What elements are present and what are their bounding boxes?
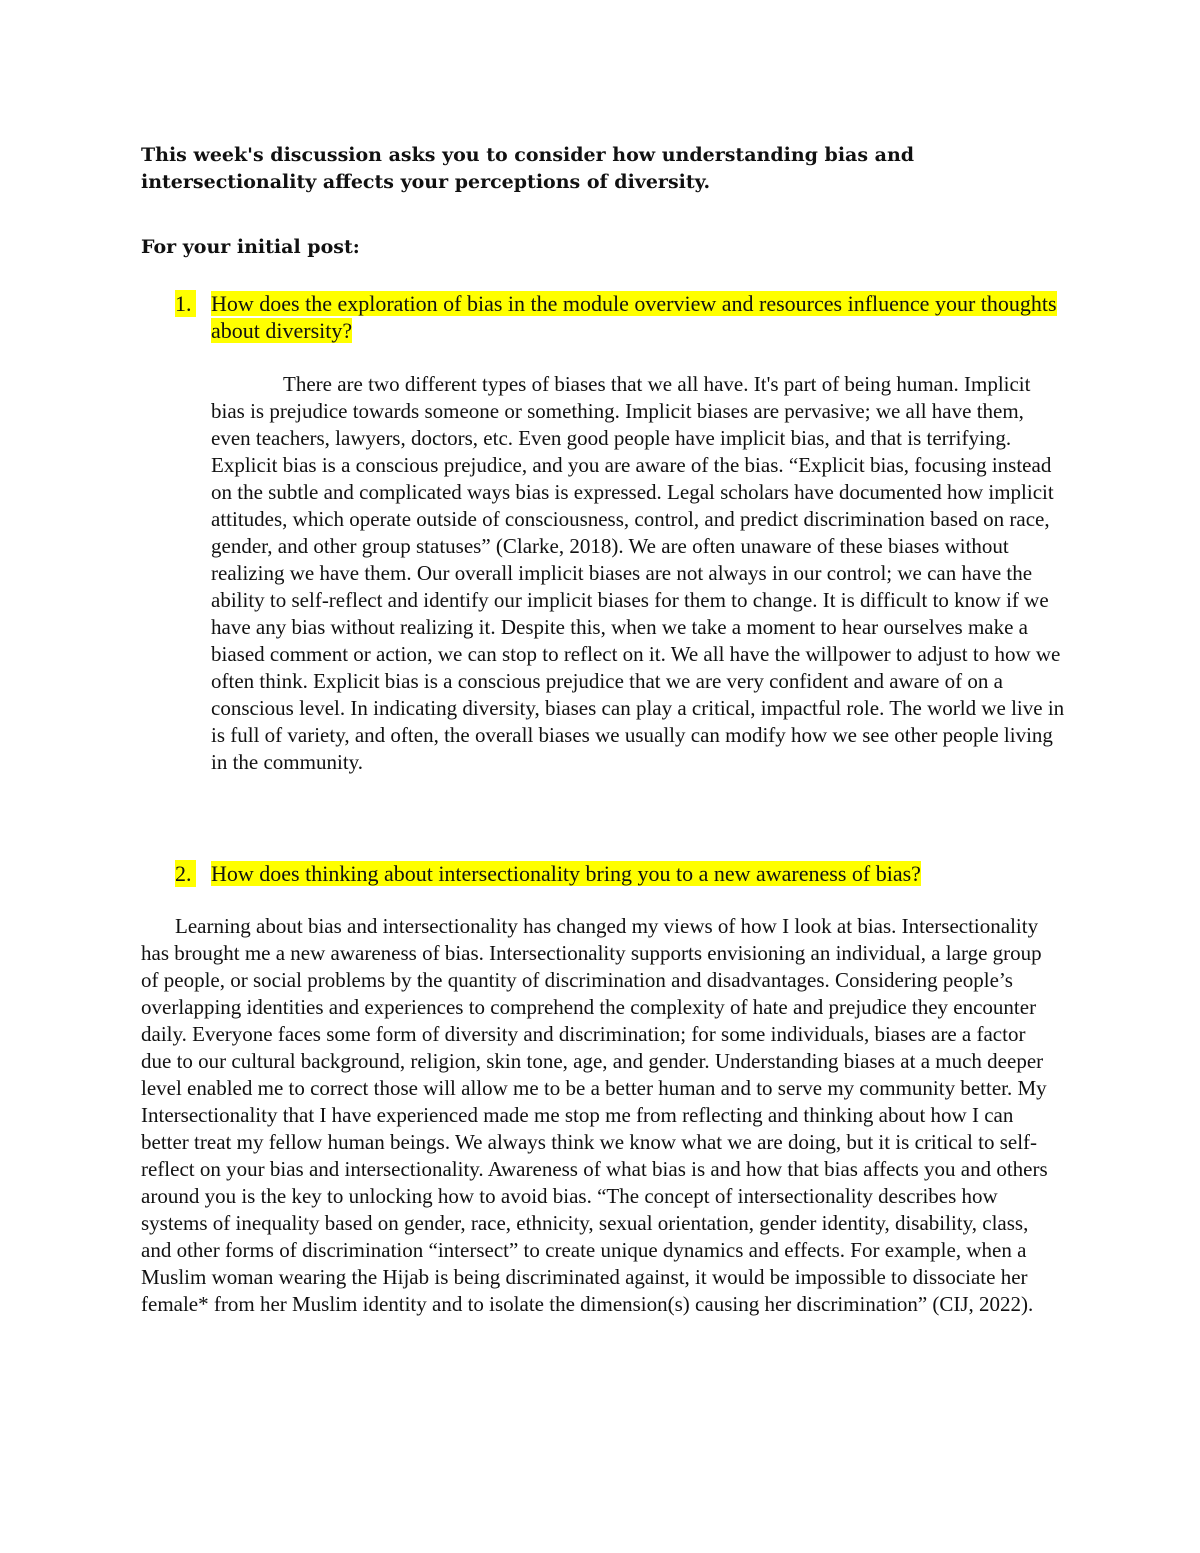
- question-2-number: 2.: [175, 860, 196, 887]
- question-2: [175, 860, 1065, 887]
- question-1: [175, 290, 1065, 344]
- answer-2-paragraph: Learning about bias and intersectionality has changed my views of how I look at bias. Intersectionality has brought me a new awareness of bias. Intersectionality supports envisioning an individual, a large group of people, or social problems by the quantity of discrimination and disadvantages. Considering people’s overlapping identities and experiences to comprehend the complexity of hate and prejudice they encounter daily. Everyone faces some form of diversity and discrimination; for some individuals, biases are a factor due to our cultural background, religion, skin tone, age, and gender. Understanding biases at a much deeper level enabled me to correct those will allow me to be a better human and to serve my community better. My Intersectionality that I have experienced made me stop me from reflecting and thinking about how I can better treat my fellow human beings. We always think we know what we are doing, but it is critical to self-reflect on your bias and intersectionality. Awareness of what bias is and how that bias affects you and others around you is the key to unlocking how to avoid bias. “The concept of intersectionality describes how systems of inequality based on gender, race, ethnicity, sexual orientation, gender identity, disability, class, and other forms of discrimination “intersect” to create unique dynamics and effects. For example, when a Muslim woman wearing the Hijab is being discriminated against, it would be impossible to dissociate her female* from her Muslim identity and to isolate the dimension(s) causing her discrimination” (CIJ, 2022).: [141, 914, 1048, 1316]
- question-2-text: How does thinking about intersectionality bring you to a new awareness of bias?: [211, 861, 921, 886]
- initial-post-label: For your initial post:: [141, 236, 360, 258]
- intro-heading: This week's discussion asks you to consider how understanding bias and intersectionality affects your perceptions of diversity.: [141, 144, 915, 193]
- question-1-text-wrap: [211, 290, 1065, 344]
- answer-1-paragraph: There are two different types of biases that we all have. It's part of being human. Implicit bias is prejudice towards someone or something. Implicit biases are pervasive; we all have them, even teachers, lawyers, doctors, etc. Even good people have implicit bias, and that is terrifying. Explicit bias is a conscious prejudice, and you are aware of the bias. “Explicit bias, focusing instead on the subtle and complicated ways bias is expressed. Legal scholars have documented how implicit attitudes, which operate outside of consciousness, control, and predict discrimination based on race, gender, and other group statuses” (Clarke, 2018). We are often unaware of these biases without realizing we have them. Our overall implicit biases are not always in our control; we can have the ability to self-reflect and identify our implicit biases for them to change. It is difficult to know if we have any bias without realizing it. Despite this, when we take a moment to hear ourselves make a biased comment or action, we can stop to reflect on it. We all have the willpower to adjust to how we often think. Explicit bias is a conscious prejudice that we are very confident and aware of on a conscious level. In indicating diversity, biases can play a critical, impactful role. The world we live in is full of variety, and often, the overall biases we usually can modify how we see other people living in the community.: [211, 372, 1065, 774]
- question-2-text-wrap: [211, 860, 1065, 887]
- question-1-text: How does the exploration of bias in the module overview and resources influence your thoughts about diversity?: [211, 291, 1057, 343]
- question-1-number: 1.: [175, 290, 196, 317]
